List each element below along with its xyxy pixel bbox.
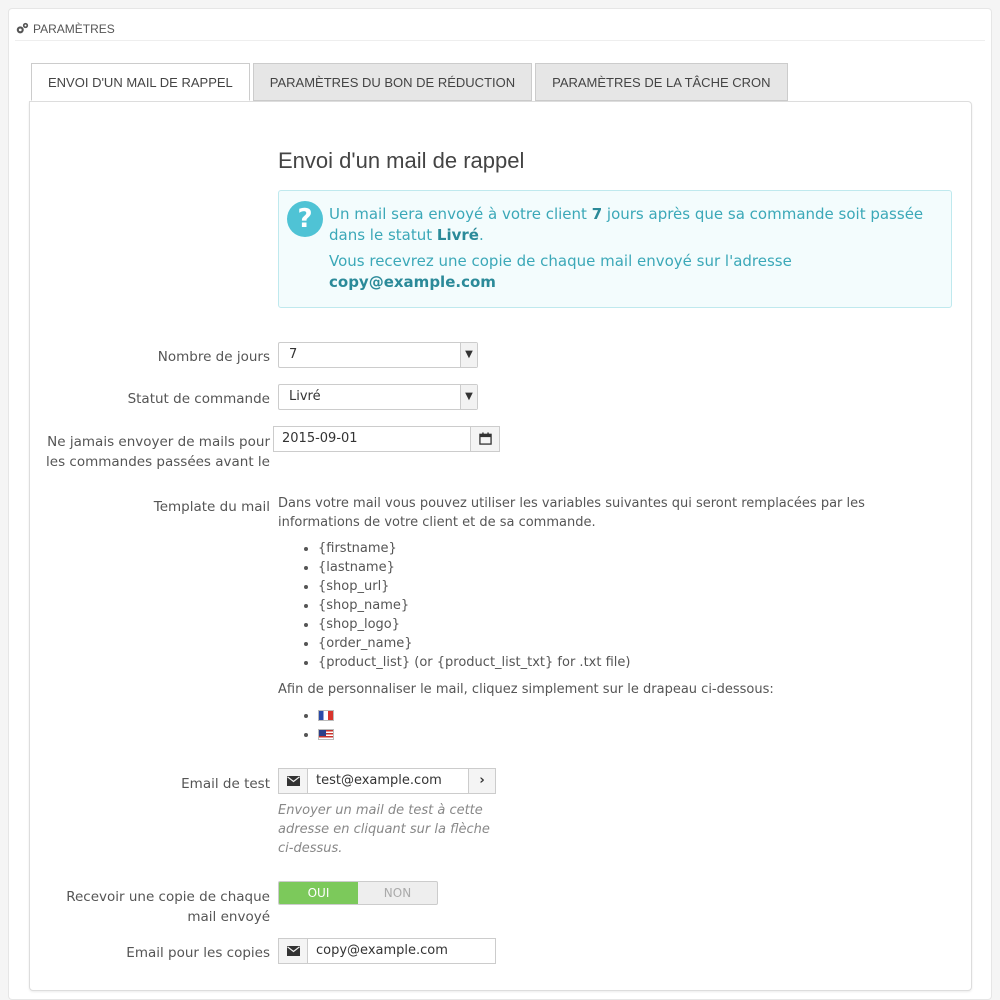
test-email-label: Email de test: [181, 776, 270, 792]
tab-label: PARAMÈTRES DE LA TÂCHE CRON: [552, 74, 771, 90]
list-item: • {shop_url}: [318, 577, 630, 596]
template-intro: Dans votre mail vous pouvez utiliser les variables suivantes qui seront remplacées par les informations de votre client et de sa commande.: [278, 496, 865, 530]
copy-email-input[interactable]: copy@example.com: [307, 938, 496, 964]
flag-canton: [319, 730, 326, 736]
tab-label: ENVOI D'UN MAIL DE RAPPEL: [48, 74, 233, 90]
chevron-down-icon: ▼: [460, 385, 477, 409]
order-status-select[interactable]: [278, 384, 478, 410]
list-item: [318, 706, 334, 725]
order-status-label: Statut de commande: [127, 391, 270, 407]
gears-icon: [15, 22, 29, 36]
send-test-button[interactable]: [468, 768, 496, 794]
chevron-right-icon: ›: [479, 773, 485, 788]
days-select[interactable]: [278, 342, 478, 368]
list-item: • {shop_logo}: [318, 615, 630, 634]
tab-content: [29, 101, 972, 991]
panel-heading: [15, 17, 985, 41]
alert-line-2: Vous recevrez une copie de chaque mail envoyé sur l'adresse copy@example.com: [329, 252, 792, 291]
list-item: • {firstname}: [318, 539, 630, 558]
alert-line-1: Un mail sera envoyé à votre client 7 jours après que sa commande soit passée dans le statut Livré.: [329, 205, 924, 244]
envelope-icon: [287, 776, 300, 786]
order-status-value: Livré: [289, 389, 321, 404]
tab-discount-settings[interactable]: [253, 63, 532, 101]
list-item: • {product_list} (or {product_list_txt} for .txt file): [318, 653, 630, 672]
list-item: • {order_name}: [318, 634, 630, 653]
info-alert: [278, 190, 952, 308]
envelope-addon: [278, 768, 308, 794]
calendar-button[interactable]: [470, 426, 500, 452]
question-icon: ?: [287, 201, 323, 237]
envelope-addon: [278, 938, 308, 964]
settings-panel: [8, 8, 992, 1000]
list-item: • {shop_name}: [318, 596, 630, 615]
days-value: 7: [289, 347, 298, 362]
flags-list: [278, 706, 334, 744]
template-label: Template du mail: [153, 499, 270, 515]
toggle-on-option[interactable]: OUI: [279, 882, 358, 904]
never-before-label: Ne jamais envoyer de mails pour les commandes passées avant le: [46, 434, 270, 470]
calendar-icon: [479, 432, 492, 445]
tab-label: PARAMÈTRES DU BON DE RÉDUCTION: [269, 74, 516, 90]
tab-bar: [31, 63, 791, 101]
envelope-icon: [287, 946, 300, 956]
toggle-off-option[interactable]: NON: [383, 886, 412, 900]
days-label: Nombre de jours: [157, 349, 270, 365]
tab-cron-settings[interactable]: [535, 63, 787, 101]
variables-list: [278, 539, 630, 672]
flag-fr-icon[interactable]: [318, 710, 334, 721]
never-before-date-input[interactable]: 2015-09-01: [273, 426, 471, 452]
panel-title: PARAMÈTRES: [33, 21, 115, 36]
receive-copy-label: Recevoir une copie de chaque mail envoyé: [66, 889, 270, 925]
test-email-input[interactable]: test@example.com: [307, 768, 469, 794]
flags-intro: Afin de personnaliser le mail, cliquez simplement sur le drapeau ci-dessous:: [278, 682, 774, 697]
chevron-down-icon: ▼: [460, 343, 477, 367]
flag-us-icon[interactable]: [318, 729, 334, 740]
test-email-help: Envoyer un mail de test à cette adresse en cliquant sur la flèche ci-dessus.: [278, 803, 490, 856]
list-item: [318, 725, 334, 744]
section-title: Envoi d'un mail de rappel: [278, 148, 525, 173]
receive-copy-toggle[interactable]: [278, 881, 438, 905]
copy-email-label: Email pour les copies: [126, 945, 270, 961]
tab-reminder-mail[interactable]: [31, 63, 250, 101]
list-item: • {lastname}: [318, 558, 630, 577]
